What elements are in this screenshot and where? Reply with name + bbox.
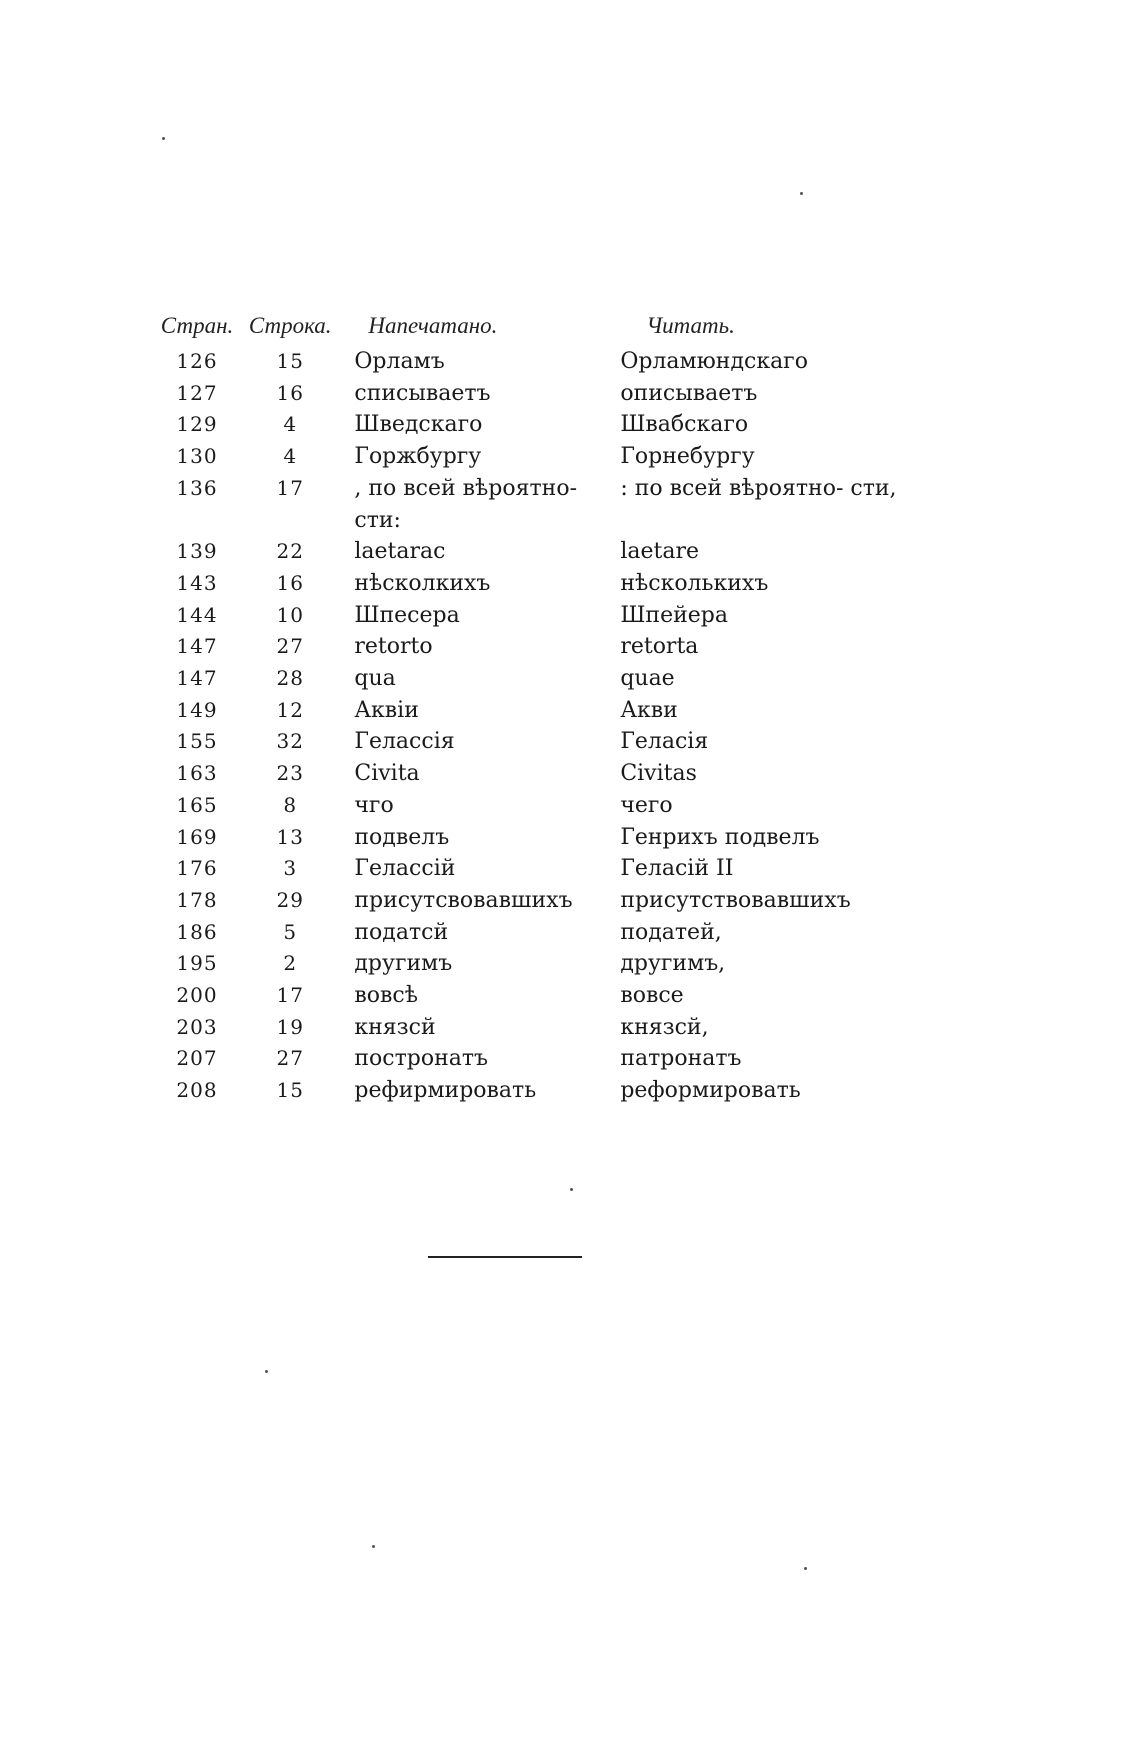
table-row	[150, 600, 910, 632]
table-header-row	[150, 306, 910, 346]
header-read: Читать.	[646, 313, 735, 338]
cell-line: 2	[283, 951, 298, 976]
cell-page: 149	[176, 697, 218, 722]
cell-line: 19	[276, 1014, 304, 1039]
table-row	[150, 980, 910, 1012]
cell-read: чего	[620, 792, 673, 818]
table-row	[150, 695, 910, 727]
cell-page: 130	[176, 444, 218, 469]
cell-printed: чго	[354, 792, 394, 818]
cell-read: Civitas	[620, 761, 697, 787]
table-row	[150, 885, 910, 917]
table-row	[150, 441, 910, 473]
cell-printed: вовсѣ	[354, 983, 418, 1009]
cell-printed: князсй	[354, 1014, 436, 1040]
cell-line: 23	[276, 761, 304, 786]
scan-speck	[265, 1370, 268, 1373]
cell-read: податей,	[620, 919, 722, 945]
cell-page: 163	[176, 761, 218, 786]
cell-line: 22	[276, 539, 304, 564]
cell-line: 27	[276, 634, 304, 659]
table-row	[150, 346, 910, 378]
cell-printed: Гелассія	[354, 729, 455, 755]
cell-line: 32	[276, 729, 304, 754]
cell-printed: Шведскаго	[354, 412, 483, 438]
cell-page: 169	[176, 824, 218, 849]
header-printed: Напечатано.	[368, 313, 498, 338]
cell-page: 203	[176, 1014, 218, 1039]
cell-page: 143	[176, 570, 218, 595]
table-row	[150, 473, 910, 536]
cell-line: 29	[276, 887, 304, 912]
cell-line: 12	[276, 697, 304, 722]
cell-page: 165	[176, 792, 218, 817]
table-row	[150, 663, 910, 695]
cell-printed: Шпесера	[354, 602, 460, 628]
table-row	[150, 631, 910, 663]
cell-line: 5	[283, 919, 298, 944]
cell-line: 15	[276, 1078, 304, 1103]
cell-printed: qua	[354, 666, 396, 692]
cell-page: 178	[176, 887, 218, 912]
cell-page: 208	[176, 1078, 218, 1103]
cell-printed: , по всей вѣроятно- сти:	[354, 475, 578, 533]
cell-page: 186	[176, 919, 218, 944]
cell-read: Геласій II	[620, 856, 734, 882]
cell-line: 4	[283, 412, 298, 437]
cell-printed: нѣсколкихъ	[354, 570, 491, 596]
cell-printed: Гелассій	[354, 856, 456, 882]
cell-line: 17	[276, 475, 304, 500]
cell-read: quae	[620, 666, 675, 692]
scan-speck	[570, 1188, 573, 1191]
cell-read: нѣсколькихъ	[620, 570, 769, 596]
cell-page: 200	[176, 983, 218, 1008]
cell-line: 16	[276, 380, 304, 405]
table-row	[150, 378, 910, 410]
cell-page: 176	[176, 856, 218, 881]
cell-printed: Аквіи	[354, 697, 419, 723]
cell-line: 3	[283, 856, 298, 881]
cell-page: 129	[176, 412, 218, 437]
cell-line: 16	[276, 570, 304, 595]
table-row	[150, 758, 910, 790]
cell-printed: другимъ	[354, 951, 453, 977]
cell-page: 144	[176, 602, 218, 627]
cell-line: 13	[276, 824, 304, 849]
cell-line: 17	[276, 983, 304, 1008]
table-row	[150, 1075, 910, 1107]
cell-printed: рефирмировать	[354, 1078, 537, 1104]
header-line: Строка.	[248, 313, 332, 338]
scan-speck	[162, 137, 165, 140]
cell-page: 136	[176, 475, 218, 500]
cell-printed: подвелъ	[354, 824, 450, 850]
cell-line: 15	[276, 349, 304, 373]
cell-printed: laetarac	[354, 539, 446, 565]
cell-line: 4	[283, 444, 298, 469]
cell-read: Шпейера	[620, 602, 728, 628]
cell-line: 10	[276, 602, 304, 627]
cell-read: вовсе	[620, 983, 684, 1009]
cell-line: 28	[276, 666, 304, 691]
cell-page: 155	[176, 729, 218, 754]
cell-page: 126	[176, 349, 218, 373]
scan-speck	[372, 1545, 375, 1548]
table-row	[150, 822, 910, 854]
cell-read: патронатъ	[620, 1046, 742, 1072]
cell-read: князсй,	[620, 1014, 709, 1040]
cell-printed: retorto	[354, 634, 433, 660]
cell-printed: постронатъ	[354, 1046, 489, 1072]
cell-printed: Орламъ	[354, 349, 445, 374]
cell-page: 127	[176, 380, 218, 405]
cell-page: 207	[176, 1046, 218, 1071]
cell-read: Акви	[620, 697, 678, 723]
cell-printed: присутсвовавшихъ	[354, 887, 573, 913]
errata-table	[150, 306, 910, 1107]
header-page: Стран.	[160, 313, 234, 338]
cell-printed: Горжбургу	[354, 444, 482, 470]
cell-line: 8	[283, 792, 298, 817]
cell-line: 27	[276, 1046, 304, 1071]
end-divider-rule	[428, 1256, 582, 1258]
table-row	[150, 1012, 910, 1044]
cell-read: присутствовавшихъ	[620, 887, 851, 913]
table-row	[150, 409, 910, 441]
scan-speck	[804, 1567, 807, 1570]
table-row	[150, 1043, 910, 1075]
cell-read: Генрихъ подвелъ	[620, 824, 820, 850]
cell-read: описываетъ	[620, 380, 758, 406]
cell-read: retorta	[620, 634, 699, 660]
cell-read: реформировать	[620, 1078, 801, 1104]
cell-read: Орламюндскаго	[620, 349, 808, 374]
cell-read: : по всей вѣроятно- сти,	[620, 475, 897, 501]
cell-page: 147	[176, 634, 218, 659]
cell-printed: податсй	[354, 919, 449, 945]
cell-page: 195	[176, 951, 218, 976]
table-row	[150, 726, 910, 758]
cell-read: Горнебургу	[620, 444, 755, 470]
table-row	[150, 536, 910, 568]
cell-read: laetare	[620, 539, 699, 565]
table-row	[150, 853, 910, 885]
cell-read: другимъ,	[620, 951, 726, 977]
scan-speck	[800, 192, 803, 195]
table-row	[150, 948, 910, 980]
cell-printed: списываетъ	[354, 380, 491, 406]
table-row	[150, 790, 910, 822]
cell-read: Геласія	[620, 729, 709, 755]
table-row	[150, 917, 910, 949]
table-row	[150, 568, 910, 600]
cell-printed: Civita	[354, 761, 420, 787]
cell-read: Швабскаго	[620, 412, 749, 438]
cell-page: 139	[176, 539, 218, 564]
cell-page: 147	[176, 666, 218, 691]
